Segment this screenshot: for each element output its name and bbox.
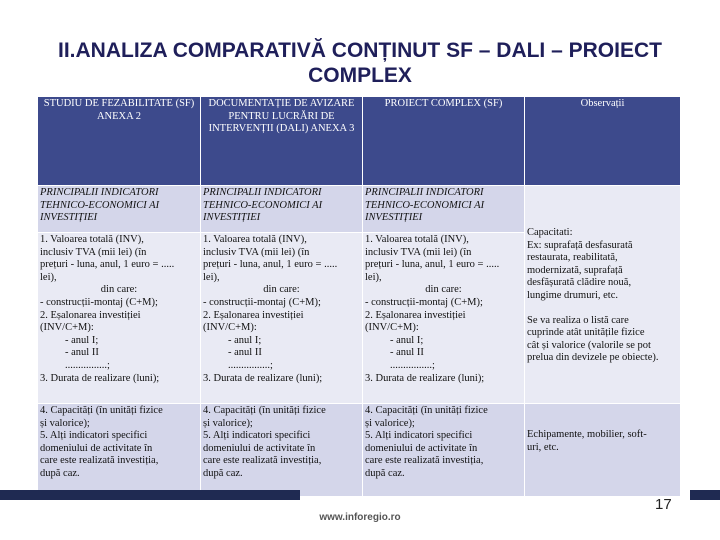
observations-main-cell xyxy=(525,186,681,404)
obs-line: Se va realiza o listă care xyxy=(527,314,629,326)
main-content-sf: 1. Valoarea totală (INV), inclusiv TVA (mii lei) (în prețuri - luna, anul, 1 euro = ..... lei), din care: - construcții-montaj (C+M); 2. Eșalonarea investiției (INV/C+M): - anul I; - anul II ................; 3. Durata de realizare (luni); xyxy=(38,233,201,404)
obs-line: desfășurată clădire nouă, xyxy=(527,277,632,289)
table-header-row xyxy=(38,97,681,186)
indicators-cell-dali: PRINCIPALII INDICATORI TEHNICO-ECONOMICI AI INVESTIȚIEI xyxy=(201,186,363,233)
page-title: II.ANALIZA COMPARATIVĂ CONȚINUT SF – DALI – PROIECT COMPLEX xyxy=(58,39,662,87)
footer-website: www.inforegio.ro xyxy=(319,512,401,523)
secondary-content-complex: 4. Capacități (în unități fizice și valorice); 5. Alți indicatori specifici domeniului de activitate în care este realizată investiția, după caz. xyxy=(363,404,525,497)
obs-line: cât și valorice (valorile se pot xyxy=(527,339,651,351)
obs-line: cuprinde atât unitățile fizice xyxy=(527,327,645,339)
obs-line: lungime drumuri, etc. xyxy=(527,289,618,301)
secondary-content-sf: 4. Capacități (în unități fizice și valorice); 5. Alți indicatori specifici domeniului de activitate în care este realizată investiția, după caz. xyxy=(38,404,201,497)
header-observatii: Observații xyxy=(525,97,681,186)
secondary-content-dali: 4. Capacități (în unități fizice și valorice); 5. Alți indicatori specifici domeniului de activitate în care este realizată investiția, după caz. xyxy=(201,404,363,497)
obs-line: Ex: suprafață desfasurată xyxy=(527,239,633,251)
obs-line: uri, etc. xyxy=(527,441,559,453)
obs-line: Capacitati: xyxy=(527,227,573,238)
indicators-cell-complex: PRINCIPALII INDICATORI TEHNICO-ECONOMICI AI INVESTIȚIEI xyxy=(363,186,525,233)
main-content-complex: 1. Valoarea totală (INV), inclusiv TVA (mii lei) (în prețuri - luna, anul, 1 euro = ..... lei), din care: - construcții-montaj (C+M); 2. Eșalonarea investiției (INV/C+M): - anul I; - anul II ................; 3. Durata de realizare (luni); xyxy=(363,233,525,404)
header-proiect-complex: PROIECT COMPLEX (SF) xyxy=(363,97,525,186)
observations-secondary-cell xyxy=(525,404,681,497)
footer-bar-left xyxy=(0,490,300,500)
footer-bar-right xyxy=(690,490,720,500)
comparison-table xyxy=(37,96,681,497)
header-dali: DOCUMENTAȚIE DE AVIZARE PENTRU LUCRĂRI DE INTERVENȚII (DALI) ANEXA 3 xyxy=(201,97,363,186)
indicators-cell-sf: PRINCIPALII INDICATORI TEHNICO-ECONOMICI AI INVESTIȚIEI xyxy=(38,186,201,233)
page-number: 17 xyxy=(655,496,672,513)
obs-line: restaurata, reabilitată, xyxy=(527,252,618,264)
table-row-secondary-indicators xyxy=(38,404,681,497)
obs-line: modernizată, suprafață xyxy=(527,264,623,276)
table-row-indicators xyxy=(38,186,681,233)
obs-line: prelua din devizele pe obiecte). xyxy=(527,352,659,364)
main-content-dali: 1. Valoarea totală (INV), inclusiv TVA (mii lei) (în prețuri - luna, anul, 1 euro = ..... lei), din care: - construcții-montaj (C+M); 2. Eșalonarea investiției (INV/C+M): - anul I; - anul II ................; 3. Durata de realizare (luni); xyxy=(201,233,363,404)
header-sf: STUDIU DE FEZABILITATE (SF) ANEXA 2 xyxy=(38,97,201,186)
obs-line: Echipamente, mobilier, soft- xyxy=(527,429,647,440)
